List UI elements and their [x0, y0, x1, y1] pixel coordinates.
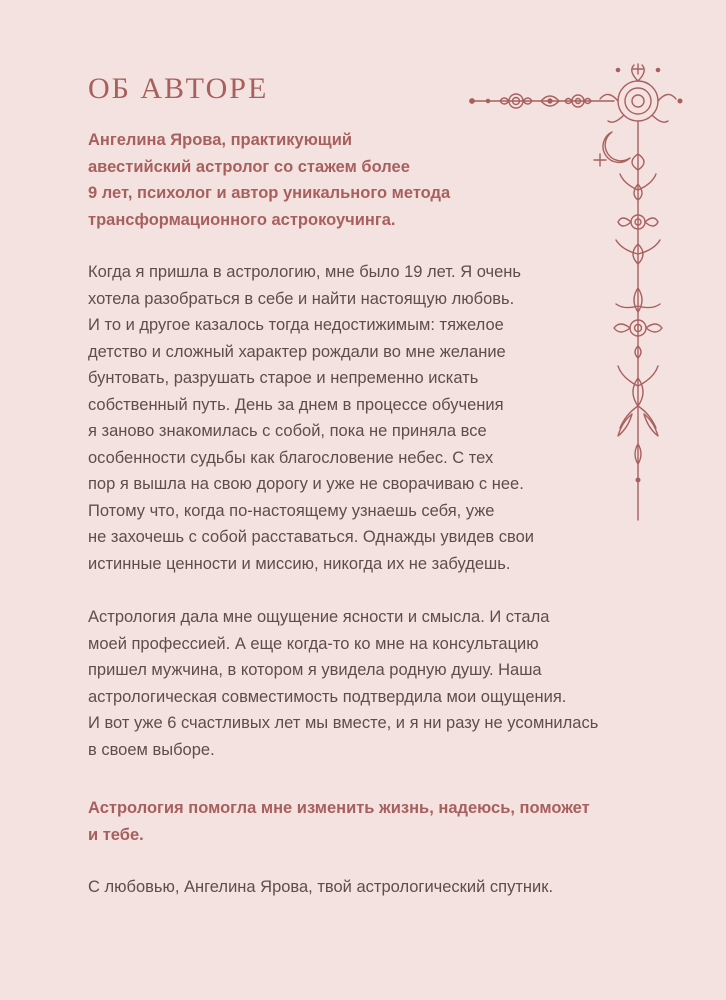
- paragraph-line: моей профессией. А еще когда-то ко мне на консультацию: [88, 634, 539, 653]
- closing-statement: [88, 795, 648, 848]
- page-title: ОБ АВТОРЕ: [88, 72, 269, 105]
- closing-line: и тебе.: [88, 825, 144, 844]
- intro-line: трансформационного астрокоучинга.: [88, 210, 396, 229]
- paragraph-line: Потому что, когда по-настоящему узнаешь себя, уже: [88, 501, 495, 520]
- paragraph-line: Когда я пришла в астрологию, мне было 19 лет. Я очень: [88, 263, 522, 281]
- paragraph-profession: [88, 604, 648, 763]
- paragraph-line: пришел мужчина, в котором я увидела родную душу. Наша: [88, 661, 542, 679]
- closing-line: Астрология помогла мне изменить жизнь, надеюсь, поможет: [88, 799, 590, 817]
- paragraph-line: астрологическая совместимость подтвердила мои ощущения.: [88, 687, 567, 706]
- intro-line: авестийский астролог со стажем более: [88, 157, 410, 176]
- paragraph-line: особенности судьбы как благословение небес. С тех: [88, 448, 494, 467]
- paragraph-line: пор я вышла на свою дорогу и уже не сворачиваю с нее.: [88, 475, 524, 493]
- signature: С любовью, Ангелина Ярова, твой астрологический спутник.: [88, 878, 554, 896]
- paragraph-line: в своем выборе.: [88, 740, 215, 759]
- paragraph-line: И то и другое казалось тогда недостижимым: тяжелое: [88, 316, 504, 334]
- paragraph-line: собственный путь. День за днем в процессе обучения: [88, 395, 504, 414]
- paragraph-line: детство и сложный характер рождали во мне желание: [88, 342, 506, 361]
- paragraph-line: хотела разобраться в себе и найти настоящую любовь.: [88, 289, 515, 308]
- paragraph-line: я заново знакомилась с собой, пока не приняла все: [88, 422, 487, 440]
- paragraph-line: бунтовать, разрушать старое и непременно искать: [88, 369, 479, 387]
- paragraph-line: И вот уже 6 счастливых лет мы вместе, и я ни разу не усомнилась: [88, 714, 599, 732]
- paragraph-line: истинные ценности и миссию, никогда их не забудешь.: [88, 554, 511, 573]
- floral-corner-ornament-icon: [466, 62, 690, 522]
- paragraph-line: не захочешь с собой расставаться. Однажды увидев свои: [88, 528, 534, 546]
- paragraph-line: Астрология дала мне ощущение ясности и смысла. И стала: [88, 608, 550, 626]
- intro-line: Ангелина Ярова, практикующий: [88, 131, 353, 149]
- intro-line: 9 лет, психолог и автор уникального метода: [88, 184, 451, 202]
